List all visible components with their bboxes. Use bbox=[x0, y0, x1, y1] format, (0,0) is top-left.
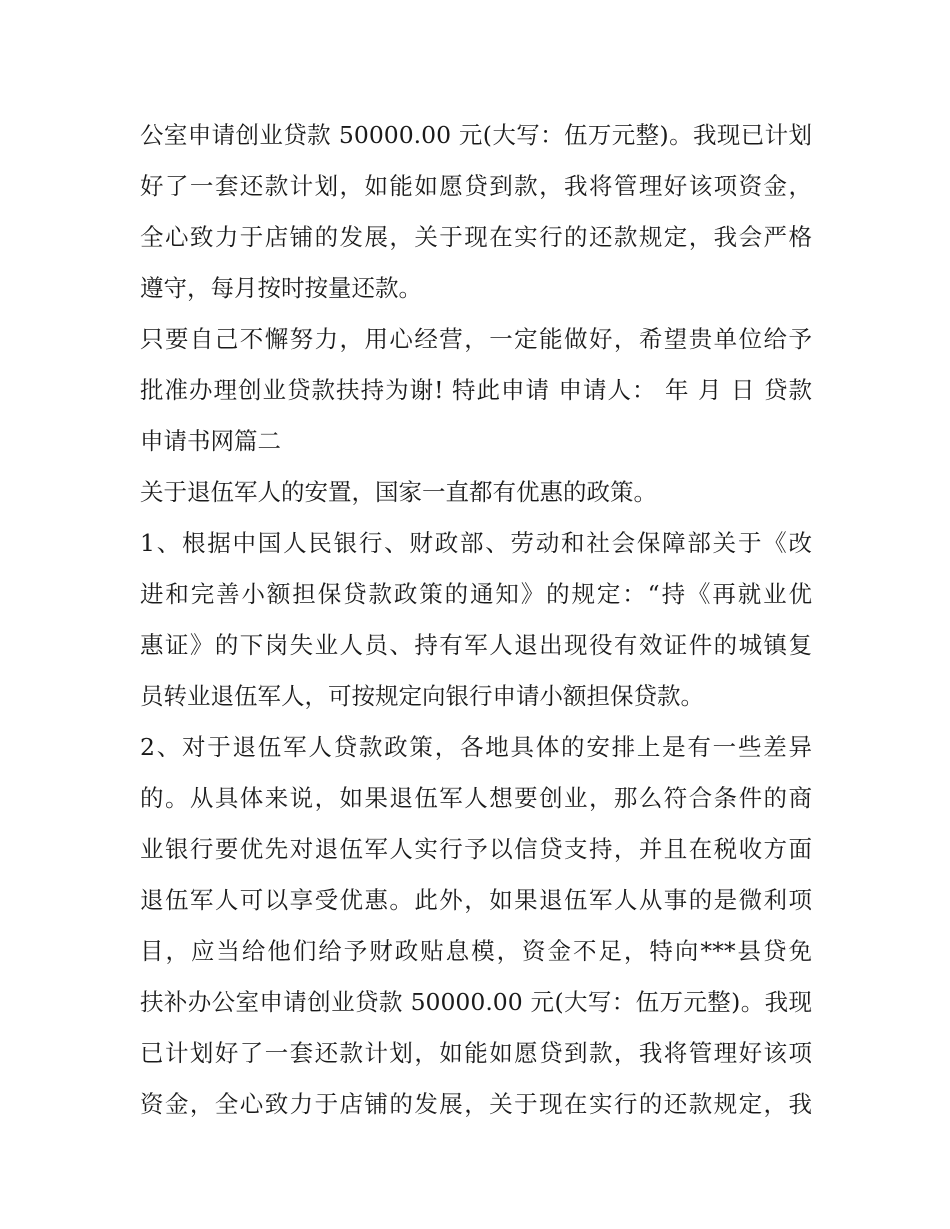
text-line: 只要自己不懈努力，用心经营，一定能做好，希望贵单位给予 bbox=[140, 325, 812, 353]
text-line: 2、对于退伍军人贷款政策，各地具体的安排上是有一些差异 bbox=[140, 733, 812, 761]
text-line: 申请书网篇二 bbox=[140, 427, 281, 455]
document-body bbox=[140, 110, 812, 1130]
text-line: 全心致力于店铺的发展，关于现在实行的还款规定，我会严格 bbox=[140, 223, 812, 251]
text-line: 的。从具体来说，如果退伍军人想要创业，那么符合条件的商 bbox=[140, 784, 812, 812]
text-line: 好了一套还款计划，如能如愿贷到款，我将管理好该项资金， bbox=[140, 172, 812, 200]
text-line: 惠证》的下岗失业人员、持有军人退出现役有效证件的城镇复 bbox=[140, 631, 812, 659]
text-line: 资金，全心致力于店铺的发展，关于现在实行的还款规定，我 bbox=[140, 1090, 812, 1118]
text-line: 1、根据中国人民银行、财政部、劳动和社会保障部关于《改 bbox=[140, 529, 812, 557]
text-line: 公室申请创业贷款 50000.00 元(大写：伍万元整)。我现已计划 bbox=[140, 121, 812, 149]
text-line: 扶补办公室申请创业贷款 50000.00 元(大写：伍万元整)。我现 bbox=[140, 988, 812, 1016]
text-line: 退伍军人可以享受优惠。此外，如果退伍军人从事的是微利项 bbox=[140, 886, 812, 914]
text-line: 已计划好了一套还款计划，如能如愿贷到款，我将管理好该项 bbox=[140, 1039, 812, 1067]
text-line: 进和完善小额担保贷款政策的通知》的规定：“持《再就业优 bbox=[140, 580, 812, 608]
text-line: 业银行要优先对退伍军人实行予以信贷支持，并且在税收方面 bbox=[140, 835, 812, 863]
text-line: 批准办理创业贷款扶持为谢! 特此申请 申请人： 年 月 日 贷款 bbox=[140, 376, 812, 404]
text-line: 遵守，每月按时按量还款。 bbox=[140, 274, 422, 302]
text-line: 员转业退伍军人，可按规定向银行申请小额担保贷款。 bbox=[140, 682, 704, 710]
text-line: 目，应当给他们给予财政贴息模，资金不足，特向***县贷免 bbox=[140, 937, 812, 965]
text-line: 关于退伍军人的安置，国家一直都有优惠的政策。 bbox=[140, 478, 657, 506]
